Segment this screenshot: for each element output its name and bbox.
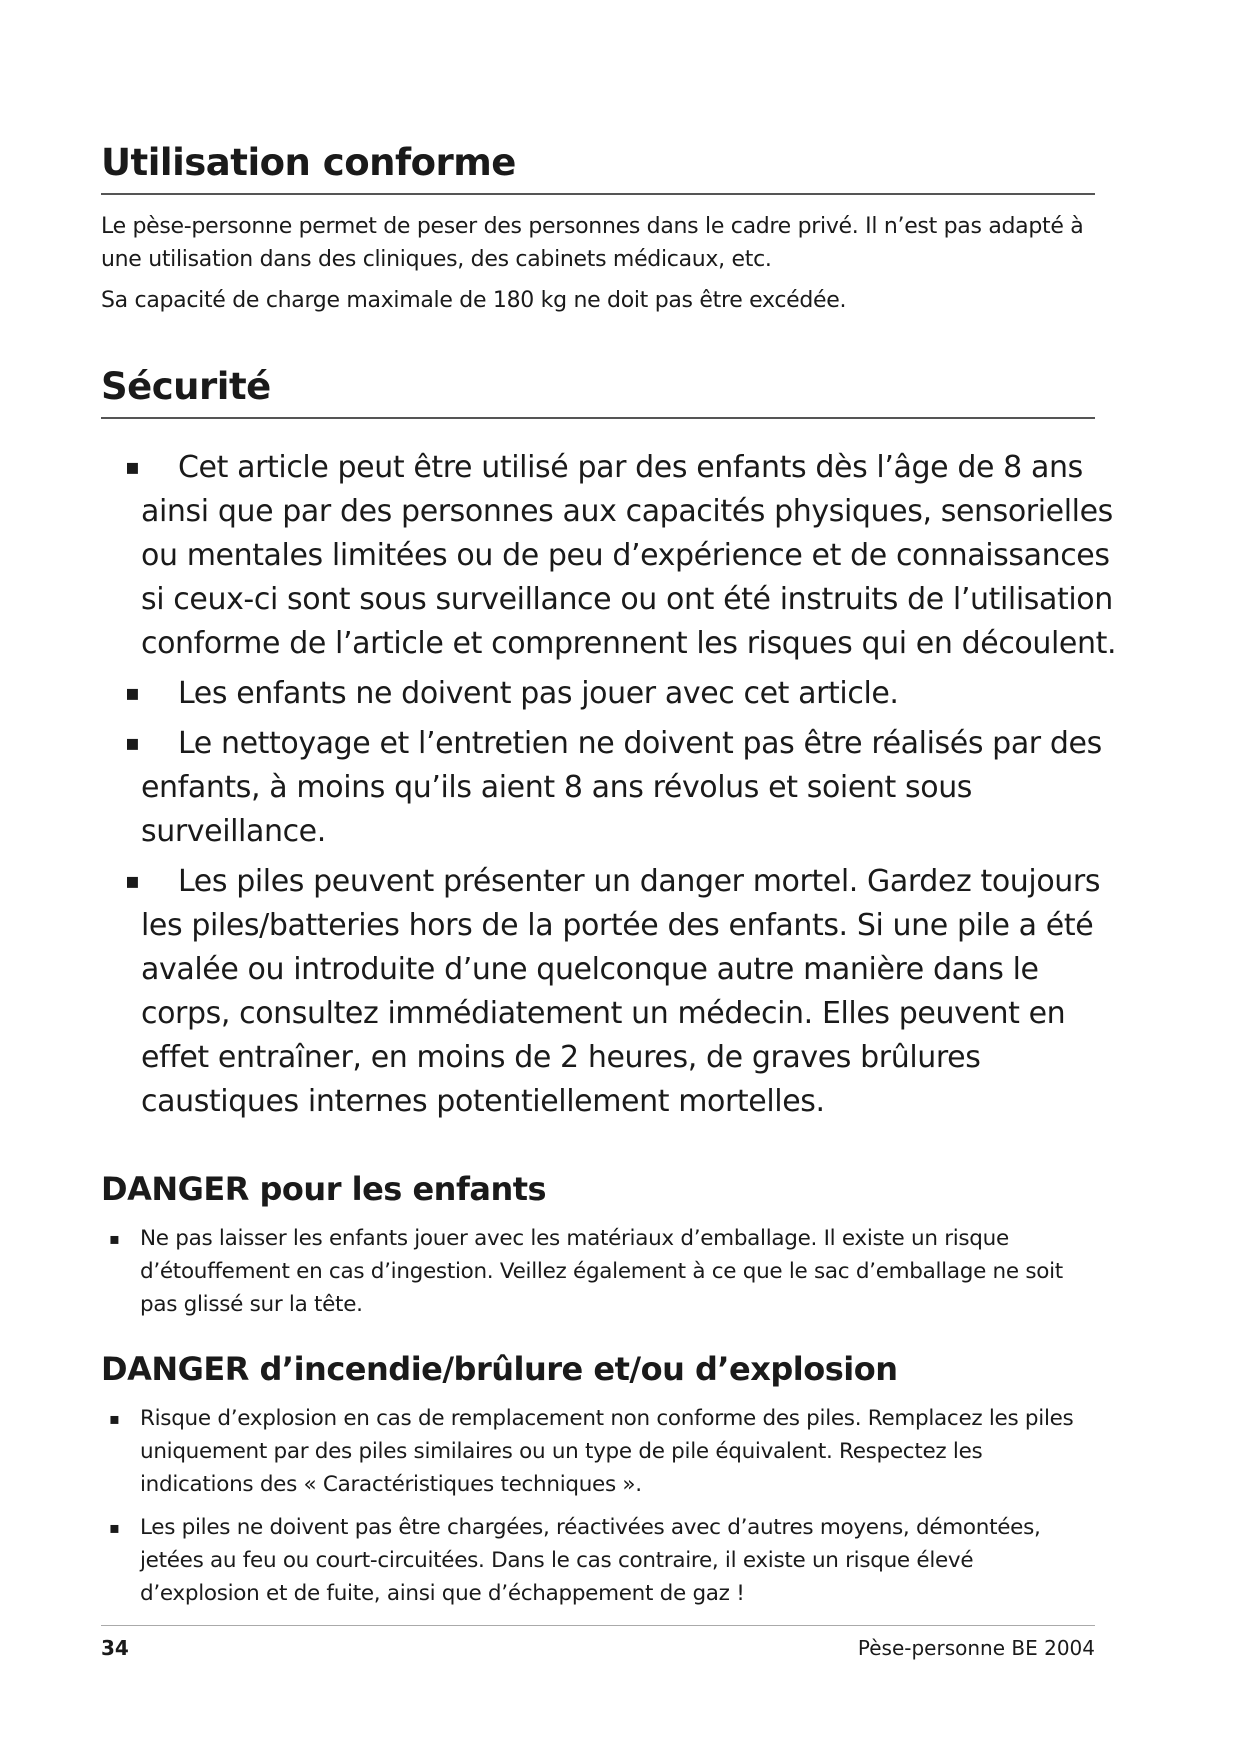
list-item	[101, 1511, 1095, 1610]
list-item-text: Les enfants ne doivent pas jouer avec cet article.	[178, 676, 899, 711]
list-item-text: Risque d’explosion en cas de remplacement non conforme des piles. Remplacez les piles uniquement par des piles similaires ou un type de pile équivalent. Respectez les indications des « Caractéristiques techniques ».	[140, 1406, 1074, 1498]
bullet-icon: ▪	[109, 1229, 120, 1249]
bullet-icon: ▪	[109, 1409, 120, 1429]
bullet-icon: ▪	[125, 731, 140, 756]
paragraph-max-capacity: Sa capacité de charge maximale de 180 kg ne doit pas être excédée.	[101, 288, 847, 313]
section-title-danger-fire: DANGER d’incendie/brûlure et/ou d’explosion	[101, 1350, 898, 1388]
section-title-intended-use: Utilisation conforme	[101, 142, 1095, 195]
list-item	[101, 1222, 1095, 1321]
list-item	[101, 860, 1131, 1124]
list-item	[101, 446, 1131, 666]
list-item	[101, 1402, 1095, 1501]
product-name: Pèse-personne BE 2004	[857, 1636, 1095, 1660]
safety-list	[101, 446, 1131, 1130]
danger-fire-list	[101, 1402, 1095, 1610]
bullet-icon: ▪	[109, 1518, 120, 1538]
section-danger-children	[101, 1170, 1095, 1331]
list-item	[101, 722, 1131, 854]
section-title-safety: Sécurité	[101, 366, 1095, 419]
bullet-icon: ▪	[125, 869, 140, 894]
page-number: 34	[101, 1636, 129, 1660]
section-title-danger-children: DANGER pour les enfants	[101, 1170, 547, 1208]
danger-children-list	[101, 1222, 1095, 1321]
list-item-text: Ne pas laisser les enfants jouer avec les matériaux d’emballage. Il existe un risque d’étouffement en cas d’ingestion. Veillez également à ce que le sac d’emballage ne soit pas glissé sur la tête.	[140, 1226, 1063, 1318]
list-item-text: Cet article peut être utilisé par des enfants dès l’âge de 8 ans ainsi que par des personnes aux capacités physiques, sensorielles ou mentales limitées ou de peu d’expérience et de connaissances si ceux-ci sont sous surveillance ou ont été instruits de l’utilisation conforme de l’article et comprennent les risques qui en découlent.	[141, 450, 1117, 661]
section-danger-fire	[101, 1350, 1095, 1620]
section-safety	[101, 365, 1117, 1119]
section-intended-use	[101, 141, 1095, 313]
list-item-text: Les piles peuvent présenter un danger mortel. Gardez toujours les piles/batteries hors de la portée des enfants. Si une pile a été avalée ou introduite d’une quelconque autre manière dans le corps, consultez immédiatement un médecin. Elles peuvent en effet entraîner, en moins de 2 heures, de graves brûlures caustiques internes potentiellement mortelles.	[141, 864, 1101, 1119]
bullet-icon: ▪	[125, 455, 140, 480]
page-footer	[101, 1625, 1095, 1660]
list-item-text: Les piles ne doivent pas être chargées, réactivées avec d’autres moyens, démontées, jetées au feu ou court-circuitées. Dans le cas contraire, il existe un risque élevé d’explosion et de fuite, ainsi que d’échappement de gaz !	[140, 1515, 1041, 1607]
list-item-text: Le nettoyage et l’entretien ne doivent pas être réalisés par des enfants, à moins qu’ils aient 8 ans révolus et soient sous surveillance.	[141, 726, 1102, 849]
list-item	[101, 672, 1131, 716]
paragraph-intended-use: Le pèse-personne permet de peser des personnes dans le cadre privé. Il n’est pas adapté à une utilisation dans des cliniques, des cabinets médicaux, etc.	[101, 214, 1084, 272]
bullet-icon: ▪	[125, 681, 140, 706]
